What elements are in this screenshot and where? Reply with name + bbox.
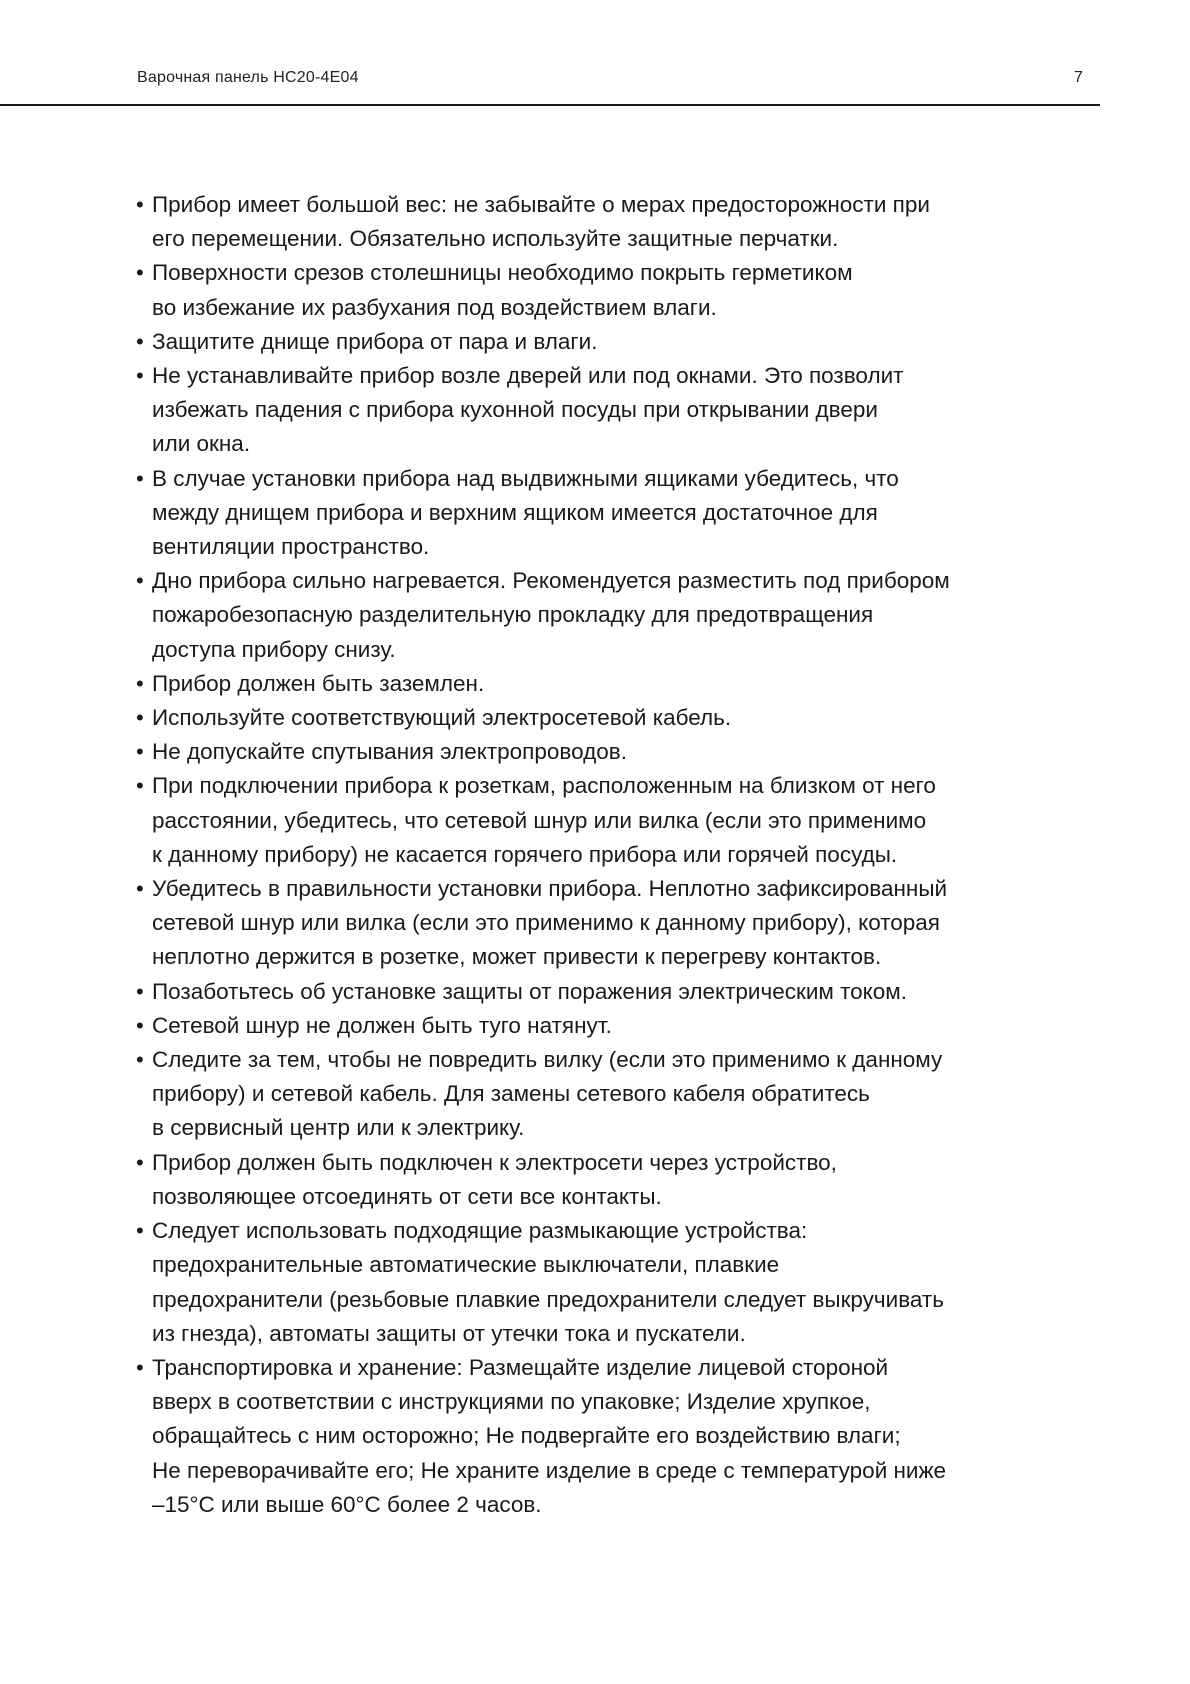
list-item <box>136 564 1076 667</box>
list-item-text: Прибор имеет большой вес: не забывайте о мерах предосторожности при его перемещении. Обязательно используйте защитные перчатки. <box>152 192 930 252</box>
bullet-icon: • <box>136 465 144 491</box>
list-item-text: Не допускайте спутывания электропроводов. <box>152 739 627 765</box>
list-item <box>136 1214 1076 1351</box>
list-item-text: Дно прибора сильно нагревается. Рекомендуется разместить под прибором пожаробезопасную разделительную прокладку для предотвращения доступа прибору снизу. <box>152 568 950 662</box>
list-item-text: Транспортировка и хранение: Размещайте изделие лицевой стороной вверх в соответствии с инструкциями по упаковке; Изделие хрупкое, обращайтесь с ним осторожно; Не подвергайте его воздействию влаги; Не переворачивайте его; Не храните изделие в среде с температурой ниже –15°C или выше 60°C более 2 часов. <box>152 1354 947 1517</box>
list-item-text: При подключении прибора к розеткам, расположенным на близком от него расстоянии, убедитесь, что сетевой шнур или вилка (если это применимо к данному прибору) не касается горячего прибора или горячей посуды. <box>152 773 936 867</box>
list-item-text: Следует использовать подходящие размыкающие устройства: предохранительные автоматические выключатели, плавкие предохранители (резьбовые плавкие предохранители следует выкручивать из гнезда), автоматы защиты от утечки тока и пускатели. <box>152 1218 944 1346</box>
bullet-icon: • <box>136 739 144 765</box>
bullet-icon: • <box>136 1354 144 1380</box>
list-item <box>136 1146 1076 1214</box>
bullet-icon: • <box>136 773 144 799</box>
bullet-icon: • <box>136 328 144 354</box>
list-item <box>136 975 1076 1009</box>
list-item-text: Используйте соответствующий электросетевой кабель. <box>152 705 732 731</box>
bullet-icon: • <box>136 192 144 217</box>
list-item-text: В случае установки прибора над выдвижными ящиками убедитесь, что между днищем прибора и верхним ящиком имеется достаточное для вентиляции пространство. <box>152 465 899 560</box>
bullet-icon: • <box>136 1047 144 1073</box>
bullet-icon: • <box>136 260 144 286</box>
list-item <box>136 701 1076 735</box>
list-item <box>136 462 1076 565</box>
bullet-icon: • <box>136 1012 144 1038</box>
list-item-text: Прибор должен быть заземлен. <box>152 670 485 696</box>
list-item <box>136 1043 1076 1146</box>
list-item-text: Убедитесь в правильности установки прибора. Неплотно зафиксированный сетевой шнур или вилка (если это применимо к данному прибору), которая неплотно держится в розетке, может привести к перегреву контактов. <box>152 876 948 970</box>
page-header <box>0 0 1100 106</box>
bullet-icon: • <box>136 363 144 389</box>
bullet-icon: • <box>136 670 144 696</box>
list-item <box>136 735 1076 769</box>
bullet-icon: • <box>136 705 144 731</box>
list-item-text: Защитите днище прибора от пара и влаги. <box>152 328 598 354</box>
page-number: 7 <box>1074 69 1083 86</box>
list-item <box>136 256 1076 324</box>
list-item-text: Прибор должен быть подключен к электросети через устройство, позволяющее отсоединять от сети все контакты. <box>152 1149 837 1209</box>
page-content <box>136 188 1076 1522</box>
list-item-text: Не устанавливайте прибор возле дверей или под окнами. Это позволит избежать падения с прибора кухонной посуды при открывании двери или окна. <box>152 363 904 457</box>
list-item-text: Следите за тем, чтобы не повредить вилку (если это применимо к данному прибору) и сетевой кабель. Для замены сетевого кабеля обратитесь в сервисный центр или к электрику. <box>152 1047 943 1141</box>
list-item <box>136 188 1076 256</box>
bullet-icon: • <box>136 876 144 902</box>
list-item <box>136 359 1076 462</box>
list-item-text: Поверхности срезов столешницы необходимо покрыть герметиком во избежание их разбухания под воздействием влаги. <box>152 260 853 320</box>
list-item <box>136 1009 1076 1043</box>
list-item <box>136 325 1076 359</box>
list-item <box>136 1351 1076 1522</box>
list-item-text: Позаботьтесь об установке защиты от поражения электрическим током. <box>152 978 908 1004</box>
header-title: Варочная панель HC20-4E04 <box>137 69 359 86</box>
bullet-icon: • <box>136 1218 144 1244</box>
list-item-text: Сетевой шнур не должен быть туго натянут. <box>152 1012 612 1038</box>
bullet-icon: • <box>136 568 144 594</box>
bullet-list <box>136 188 1076 1522</box>
bullet-icon: • <box>136 978 144 1004</box>
list-item <box>136 769 1076 872</box>
list-item <box>136 667 1076 701</box>
list-item <box>136 872 1076 975</box>
bullet-icon: • <box>136 1149 144 1175</box>
